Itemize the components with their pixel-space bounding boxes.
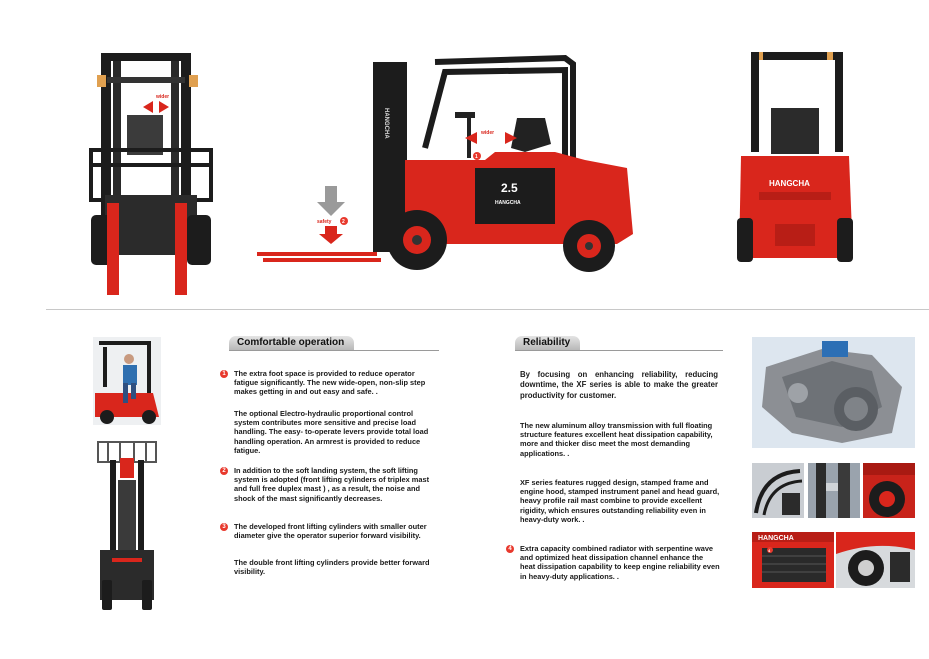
radiator-photo [752, 532, 834, 588]
rear-brand-text: HANGCHA [769, 179, 810, 188]
label-wider-front: wider [156, 94, 170, 100]
reliability-item-1-text: By focusing on enhancing reliability, reducing downtime, the XF series is able to make the greater productivity for customer. [520, 370, 718, 400]
radiator-brand-text: HANGCHA [758, 535, 794, 542]
reliability-item-4-text: Extra capacity combined radiator with serpentine wave and optimized heat dissipation channel enhance the heat dissipation capability to keep engine reliability even in heavy-duty applications. . [520, 544, 720, 581]
forklift-side-photo [255, 48, 635, 276]
radiator-badge-4: 4 [768, 548, 771, 553]
comfort-item-1-badge: 1 [220, 370, 228, 378]
comfort-item-4-text: The developed front lifting cylinders with smaller outer diameter give the operator superior forward visibility. [234, 522, 427, 541]
frame-detail-photo [808, 463, 860, 518]
mast-brand-text: HANGCHA [383, 108, 389, 139]
model-badge: 2.5 [501, 181, 518, 195]
tyre-photo [836, 532, 915, 588]
comfort-item-3-badge: 2 [220, 467, 228, 475]
guard-detail-photo [752, 463, 804, 518]
operator-step-photo [93, 337, 161, 425]
comfort-item-4-badge: 3 [220, 523, 228, 531]
forklift-rear-photo [735, 48, 855, 273]
comfort-heading-rule [229, 350, 439, 351]
badge-2-top: 2 [342, 219, 345, 225]
reliability-heading-rule [515, 350, 723, 351]
comfort-heading: Comfortable operation [229, 336, 354, 350]
body-brand-text: HANGCHA [495, 200, 521, 206]
label-wider-side: wider [481, 130, 495, 136]
comfort-item-5-text: The double front lifting cylinders provide better forward visibility. [234, 558, 430, 577]
reliability-item-2-text: The new aluminum alloy transmission with full floating structure features excellent heat dissipation capability, more and thicker disc meet the most demanding applications. . [520, 421, 713, 458]
reliability-item-4-badge: 4 [506, 545, 514, 553]
transmission-photo [752, 337, 915, 448]
reliability-heading: Reliability [515, 336, 580, 350]
comfort-item-1-text: The extra foot space is provided to reduce operator fatigue significantly. The new wide-open, non-slip step makes getting in and out easy and safe. . [234, 369, 426, 397]
comfort-item-3-text: In addition to the soft landing system, the soft lifting system is adopted (front lifting cylinders of triplex mast and full free duplex mast ) , as a result, the noise and shock of the mast significantly decreases. [234, 466, 430, 503]
mast-visibility-photo [96, 440, 158, 612]
badge-1-top: 1 [475, 154, 478, 160]
comfort-item-2-text: The optional Electro-hydraulic proportional control system contributes more sensitive and precise load handling. The easy- to-operate levers provide total load handling operation. An armrest is provided to reduce fatigue. [234, 409, 429, 455]
forklift-front-photo [85, 45, 220, 300]
wheel-detail-photo [863, 463, 915, 518]
section-divider [46, 309, 929, 310]
label-safety: safety [317, 219, 332, 225]
reliability-item-3-text: XF series features rugged design, stamped frame and engine hood, stamped instrument panel and head guard, heavy profile rail mast combine to provide excellent rigidity, which ensures outstanding reliability even in heavy-duty work. . [520, 478, 720, 524]
